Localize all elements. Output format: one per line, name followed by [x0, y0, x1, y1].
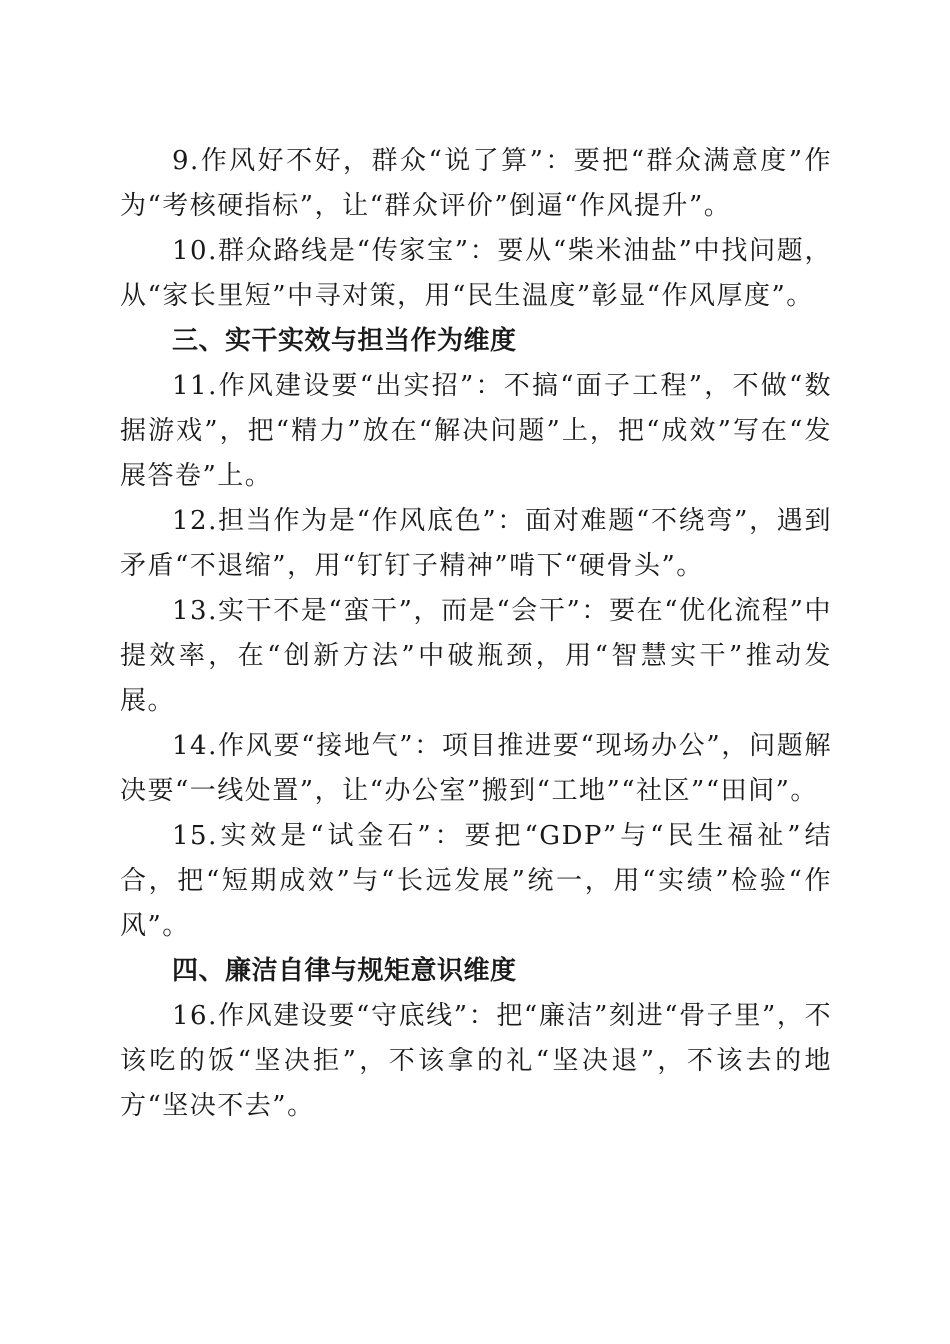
paragraph-9: 9.作风好不好，群众“说了算”：要把“群众满意度”作为“考核硬指标”，让“群众评价”倒逼“作风提升”。 [120, 146, 832, 221]
paragraph-16: 16.作风建设要“守底线”：把“廉洁”刻进“骨子里”，不该吃的饭“坚决拒”，不该拿的礼“坚决退”，不该去的地方“坚决不去”。 [120, 1001, 832, 1121]
paragraph-15: 15.实效是“试金石”：要把“GDP”与“民生福祉”结合，把“短期成效”与“长远发展”统一，用“实绩”检验“作风”。 [120, 821, 832, 941]
paragraph-13: 13.实干不是“蛮干”，而是“会干”：要在“优化流程”中提效率，在“创新方法”中破瓶颈，用“智慧实干”推动发展。 [120, 596, 832, 716]
paragraph-14: 14.作风要“接地气”：项目推进要“现场办公”，问题解决要“一线处置”，让“办公室”搬到“工地”“社区”“田间”。 [120, 731, 832, 806]
paragraph-12: 12.担当作为是“作风底色”：面对难题“不绕弯”，遇到矛盾“不退缩”，用“钉钉子精神”啃下“硬骨头”。 [120, 506, 832, 581]
document-page [120, 139, 832, 1129]
paragraph-11: 11.作风建设要“出实招”：不搞“面子工程”，不做“数据游戏”，把“精力”放在“解决问题”上，把“成效”写在“发展答卷”上。 [120, 371, 832, 491]
section-heading-4: 四、廉洁自律与规矩意识维度 [172, 956, 517, 986]
section-heading-3: 三、实干实效与担当作为维度 [172, 326, 517, 356]
paragraph-10: 10.群众路线是“传家宝”：要从“柴米油盐”中找问题，从“家长里短”中寻对策，用“民生温度”彰显“作风厚度”。 [120, 236, 832, 311]
